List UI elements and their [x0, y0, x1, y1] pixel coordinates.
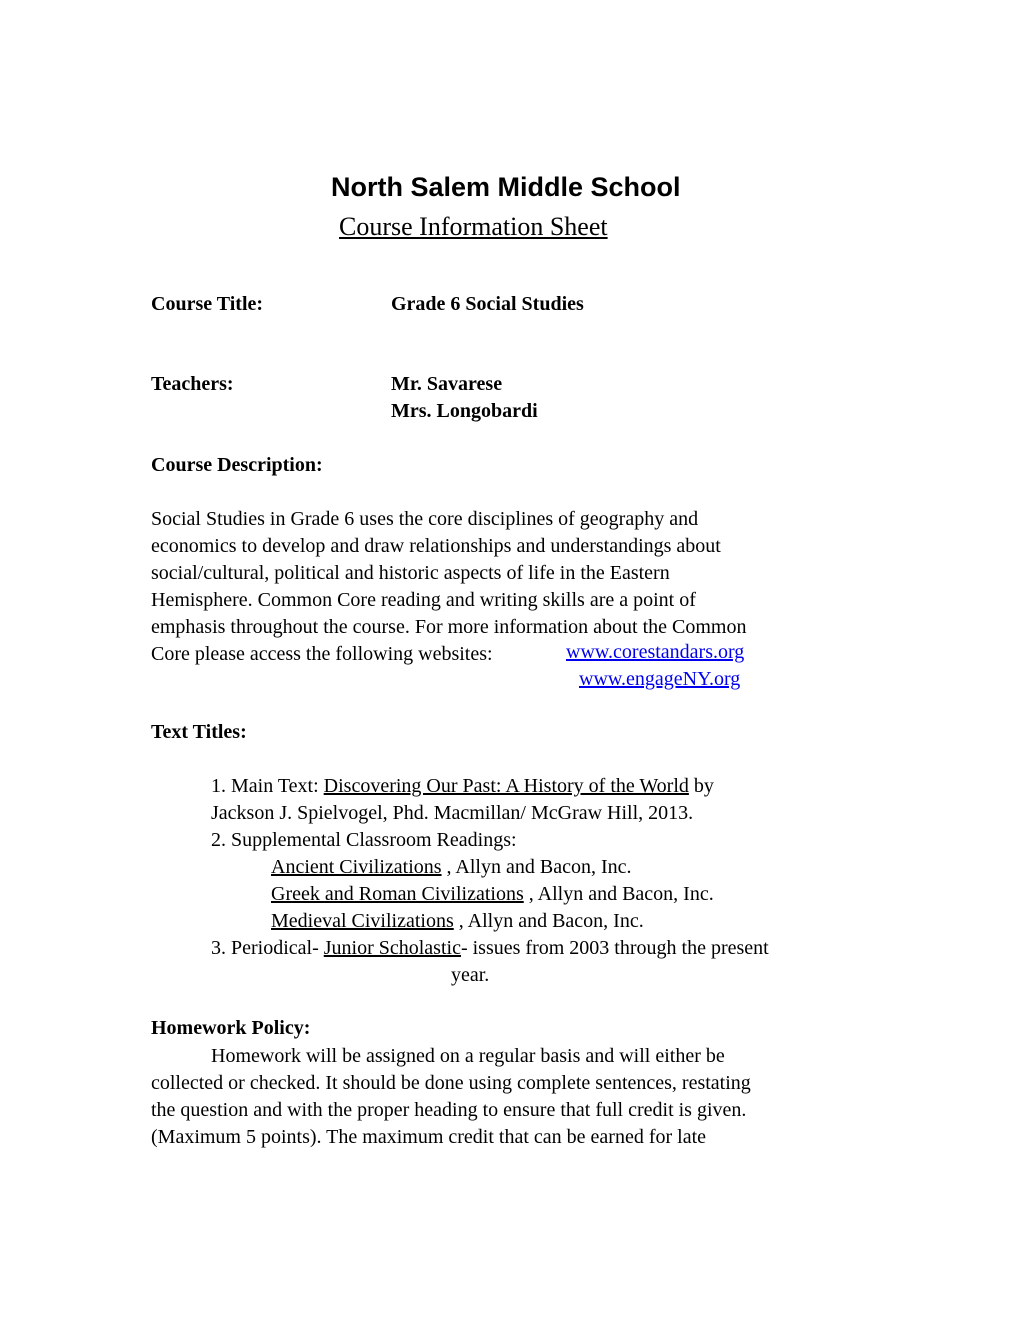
corestandards-link[interactable]: www.corestandars.org	[566, 641, 745, 663]
periodical-prefix: 3. Periodical-	[211, 937, 324, 959]
main-text-title: Discovering Our Past: A History of the World	[323, 775, 689, 797]
reading-publisher: , Allyn and Bacon, Inc.	[441, 856, 632, 878]
periodical-suffix: - issues from 2003 through the present	[460, 937, 769, 959]
description-line: social/cultural, political and historic aspects of life in the Eastern	[151, 562, 670, 584]
course-description-heading: Course Description:	[151, 454, 323, 476]
periodical-continuation: year.	[451, 964, 490, 986]
teacher-name: Mrs. Longobardi	[391, 400, 538, 422]
periodical-title: Junior Scholastic	[323, 937, 461, 959]
sheet-title: Course Information Sheet	[339, 212, 608, 241]
description-line: Core please access the following websites:	[151, 643, 493, 665]
teachers-label: Teachers:	[151, 373, 234, 395]
main-text-suffix: by	[688, 775, 714, 797]
text-titles-heading: Text Titles:	[151, 721, 247, 743]
homework-line: collected or checked. It should be done using complete sentences, restating	[151, 1072, 751, 1094]
main-text-prefix: 1. Main Text:	[211, 775, 324, 797]
reading-publisher: , Allyn and Bacon, Inc.	[523, 883, 714, 905]
main-text-author: Jackson J. Spielvogel, Phd. Macmillan/ McGraw Hill, 2013.	[211, 802, 694, 824]
teacher-name: Mr. Savarese	[391, 373, 503, 395]
homework-line: the question and with the proper heading to ensure that full credit is given.	[151, 1099, 747, 1121]
description-line: Hemisphere. Common Core reading and writing skills are a point of	[151, 589, 696, 611]
course-title-label: Course Title:	[151, 293, 264, 315]
main-text-item	[211, 775, 714, 798]
homework-line: (Maximum 5 points). The maximum credit that can be earned for late	[151, 1126, 707, 1148]
periodical-item	[211, 937, 769, 960]
reading-item	[271, 910, 644, 933]
homework-policy-body	[151, 1043, 871, 1151]
course-description-body	[151, 506, 871, 668]
course-title-value: Grade 6 Social Studies	[391, 293, 584, 315]
homework-line: Homework will be assigned on a regular basis and will either be	[211, 1045, 725, 1067]
reading-item	[271, 883, 714, 906]
reading-title: Ancient Civilizations	[271, 856, 442, 878]
school-name: North Salem Middle School	[331, 172, 681, 202]
supplemental-readings-label: 2. Supplemental Classroom Readings:	[211, 829, 517, 851]
engageny-link[interactable]: www.engageNY.org	[579, 668, 741, 690]
reading-item	[271, 856, 632, 879]
homework-policy-heading: Homework Policy:	[151, 1017, 311, 1039]
reading-publisher: , Allyn and Bacon, Inc.	[453, 910, 644, 932]
reading-title: Medieval Civilizations	[271, 910, 454, 932]
description-line: Social Studies in Grade 6 uses the core disciplines of geography and	[151, 508, 699, 530]
description-line: emphasis throughout the course. For more information about the Common	[151, 616, 747, 638]
reading-title: Greek and Roman Civilizations	[271, 883, 524, 905]
description-line: economics to develop and draw relationships and understandings about	[151, 535, 721, 557]
